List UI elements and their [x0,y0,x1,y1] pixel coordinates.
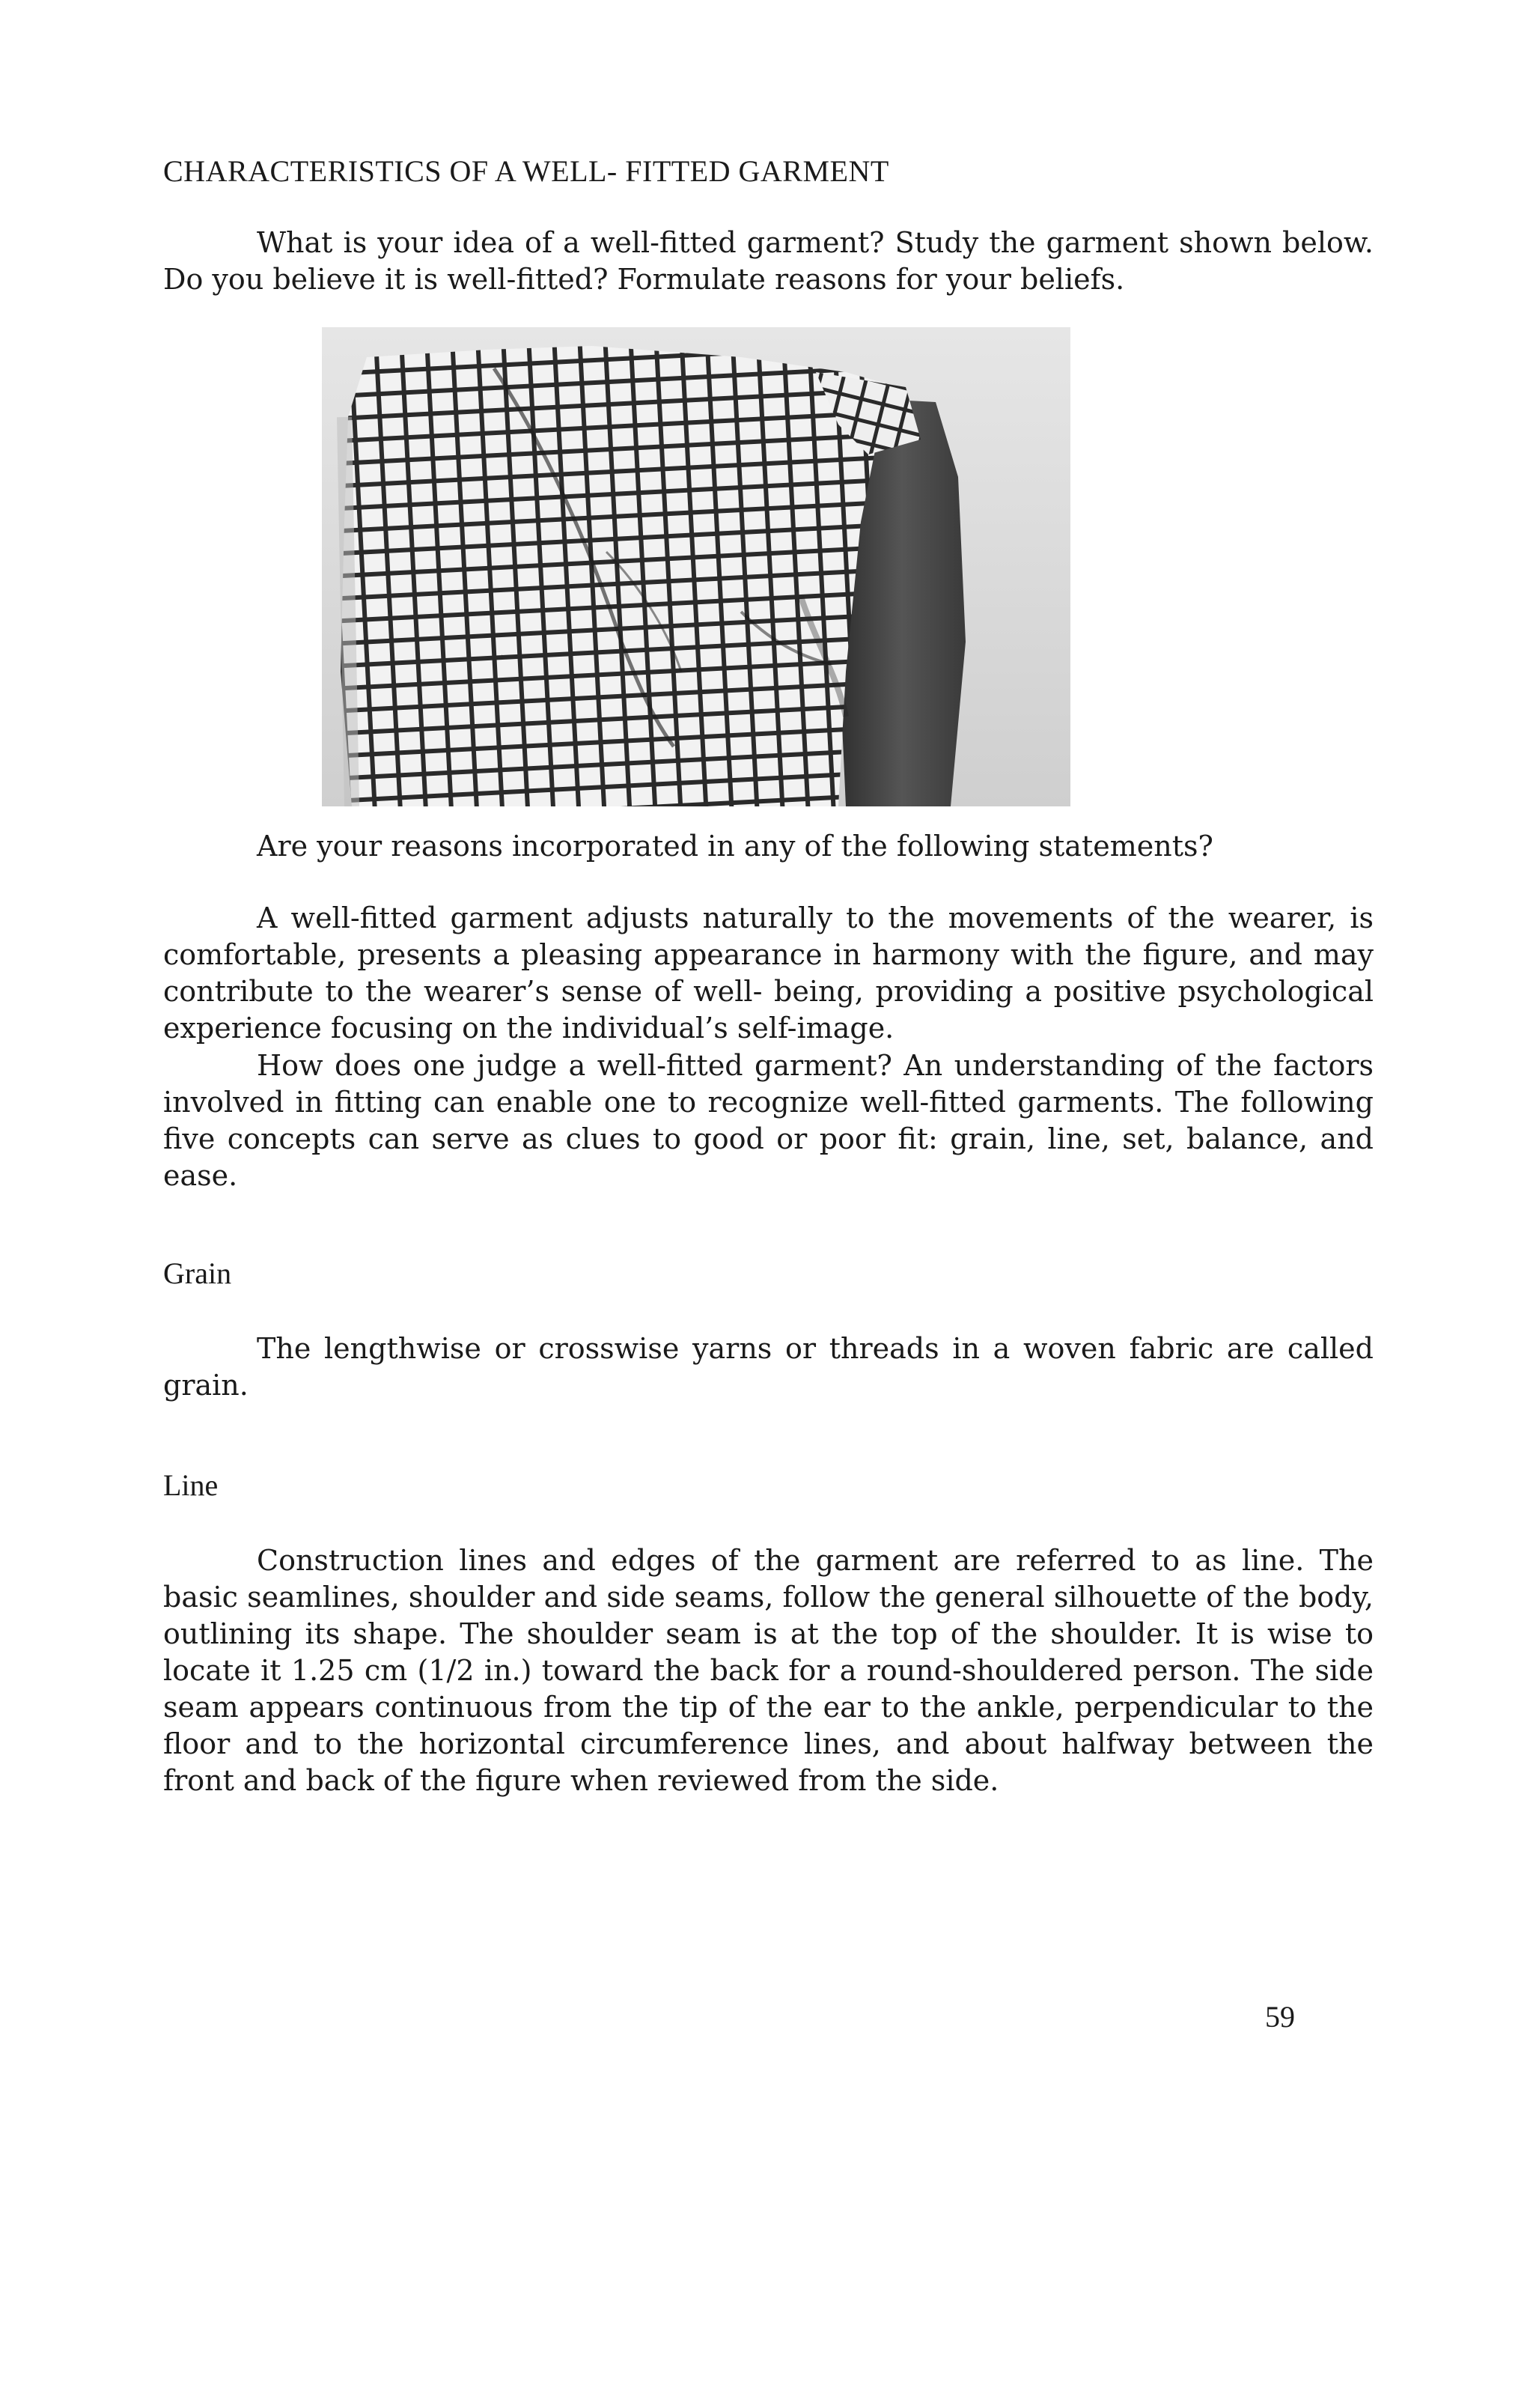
page-number: 59 [1265,2000,1295,2034]
line-paragraph: Construction lines and edges of the garment are referred to as line. The basic seamlines, shoulder and side seams, follow the general silhouette of the body, outlining its shape. The shoulder seam is at the top of the shoulder. It is wise to locate it 1.25 cm (1/2 in.) toward the back for a round-shouldered person. The side seam appears continuous from the tip of the ear to the ankle, perpendicular to the floor and to the horizontal circumference lines, and about halfway between the front and back of the figure when reviewed from the side. [163,1544,1374,1797]
question-paragraph: Are your reasons incorporated in any of the following statements? [257,830,1213,863]
section-heading-grain: Grain [163,1256,232,1290]
intro-paragraph: What is your idea of a well-fitted garment? Study the garment shown below. Do you believe it is well-fitted? Formulate reasons for your beliefs. [163,226,1374,296]
definition-paragraph: A well-fitted garment adjusts naturally to the movements of the wearer, is comfortable, presents a pleasing appearance in harmony with the figure, and may contribute to the wearer’s sense of well- being, providing a positive psychological experience focusing on the individual’s self-image. [163,902,1374,1045]
page-title: CHARACTERISTICS OF A WELL- FITTED GARMENT [163,154,889,188]
grain-paragraph: The lengthwise or crosswise yarns or threads in a woven fabric are called grain. [163,1332,1374,1402]
section-heading-line: Line [163,1468,219,1502]
judging-paragraph: How does one judge a well-fitted garment? An understanding of the factors involved in fitting can enable one to recognize well-fitted garments. The following five concepts can serve as clues to good or poor fit: grain, line, set, balance, and ease. [163,1049,1374,1192]
checked-shirt-photo [322,327,1070,806]
